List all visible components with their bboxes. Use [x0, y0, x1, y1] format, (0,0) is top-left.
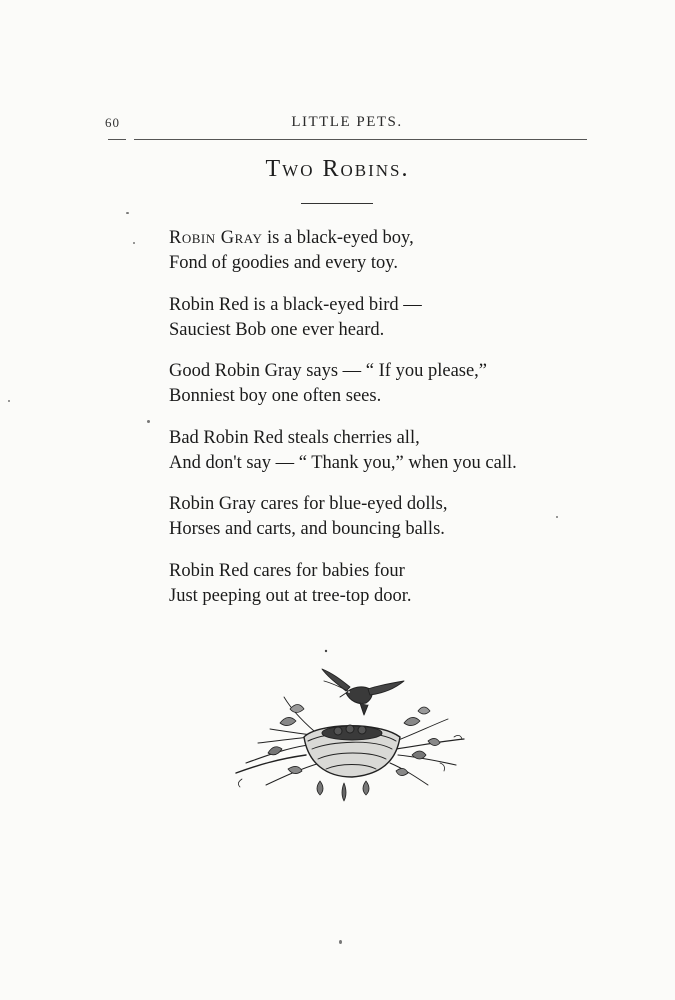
page-speck — [133, 242, 135, 244]
stanza — [169, 226, 609, 276]
bird-nest-engraving-icon — [228, 645, 468, 820]
poem-title: Two Robins. — [265, 156, 410, 182]
page-speck — [339, 940, 342, 944]
page-number: 60 — [105, 115, 120, 130]
poem-line — [169, 318, 609, 343]
page-speck — [147, 420, 150, 423]
line-text: Robin Red cares for babies four — [169, 560, 405, 581]
small-caps-name: Robin Gray — [169, 228, 263, 248]
page-speck — [556, 516, 558, 518]
line-text: Bonniest boy one often sees. — [169, 386, 382, 406]
line-text: Fond of goodies and every toy. — [169, 253, 398, 273]
poem-line — [169, 226, 609, 251]
poem-line — [169, 293, 609, 318]
line-text: And don't say — “ Thank you,” when you call. — [169, 452, 517, 473]
line-text: Horses and carts, and bouncing balls. — [169, 519, 445, 539]
line-text: Robin Red is a black-eyed bird — — [169, 294, 422, 315]
page-speck — [126, 212, 129, 214]
stanza — [169, 426, 609, 476]
line-text: Good Robin Gray says — “ If you please,” — [169, 361, 488, 381]
title-rule — [301, 203, 373, 204]
stanza — [169, 559, 609, 609]
line-text: Sauciest Bob one ever heard. — [169, 319, 385, 340]
stanza — [169, 293, 609, 343]
stanza — [169, 359, 609, 409]
poem-line — [169, 251, 609, 276]
header-rule — [108, 139, 587, 140]
page-speck — [8, 400, 10, 402]
poem-line — [169, 492, 609, 517]
line-text: is a black-eyed boy, — [262, 228, 414, 248]
poem-line — [169, 559, 609, 584]
poem-line — [169, 426, 609, 451]
stanza — [169, 492, 609, 542]
line-text: Robin Gray cares for blue-eyed dolls, — [169, 494, 448, 514]
poem-line — [169, 584, 609, 609]
header-rule-gap — [126, 137, 134, 142]
poem-line — [169, 384, 609, 409]
running-title: LITTLE PETS. — [291, 114, 403, 130]
poem-line — [169, 517, 609, 542]
poem-line — [169, 451, 609, 476]
poem-line — [169, 359, 609, 384]
poem-body — [169, 226, 609, 625]
line-text: Bad Robin Red steals cherries all, — [169, 427, 420, 448]
running-head — [105, 112, 589, 136]
line-text: Just peeping out at tree-top door. — [169, 585, 412, 606]
